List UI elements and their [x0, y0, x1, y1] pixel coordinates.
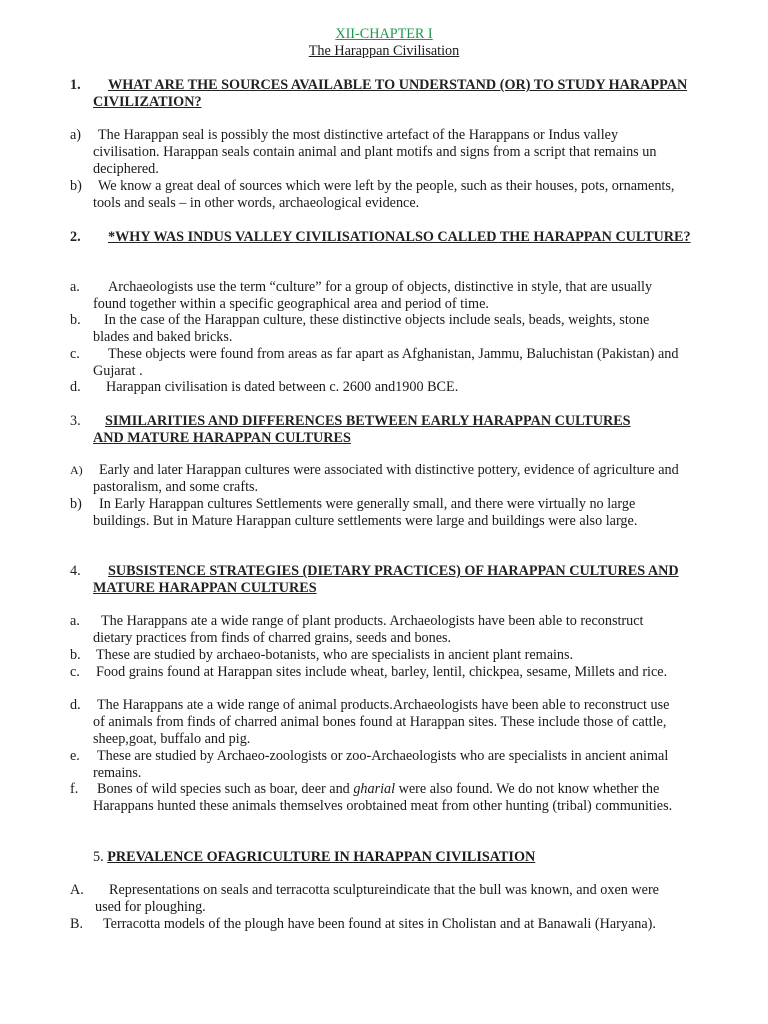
item-text-part: Bones of wild species such as boar, deer and — [97, 781, 354, 797]
item-label: f. — [70, 781, 79, 797]
document-title: The Harappan Civilisation — [308, 43, 460, 59]
list-item — [70, 312, 680, 346]
item-text: The Harappans ate a wide range of animal products.Archaeologists have been able to reconstruct use of animals from finds of charred animal bones found at Harappan sites. These include those of cattle, sheep,goat, buffalo and pig. — [93, 697, 670, 747]
section-heading-text: PREVALENCE OFAGRICULTURE IN HARAPPAN CIVILISATION — [107, 849, 536, 865]
item-text: These are studied by Archaeo-zoologists or zoo-Archaeologists who are specialists in ancient animal remains. — [93, 748, 669, 781]
item-label: c. — [70, 346, 80, 362]
section-number: 4. — [70, 563, 81, 579]
item-text: Representations on seals and terracotta sculptureindicate that the bull was known, and oxen were used for ploughing. — [95, 882, 659, 915]
section-heading-line-1: SIMILARITIES AND DIFFERENCES BETWEEN EARLY HARAPPAN CULTURES — [105, 413, 631, 429]
section-number: 3. — [70, 413, 81, 429]
section-number: 2. — [70, 229, 81, 245]
item-text: Food grains found at Harappan sites include wheat, barley, lentil, chickpea, sesame, Millets and rice. — [96, 664, 668, 680]
item-text — [70, 781, 680, 815]
section-5-heading — [93, 849, 535, 866]
list-item — [70, 916, 680, 933]
list-item — [70, 882, 680, 916]
list-item — [70, 462, 680, 496]
item-text: These objects were found from areas as far apart as Afghanistan, Jammu, Baluchistan (Pakistan) and Gujarat . — [93, 346, 679, 379]
section-3-heading — [70, 413, 710, 447]
list-item — [70, 379, 680, 396]
list-item — [70, 697, 680, 747]
list-item — [70, 127, 680, 177]
item-text: These are studied by archaeo-botanists, who are specialists in ancient plant remains. — [96, 647, 574, 663]
section-4-heading — [70, 563, 710, 597]
item-label: b. — [70, 312, 81, 328]
item-label: a. — [70, 613, 80, 629]
item-label: a. — [70, 279, 80, 295]
item-label: B. — [70, 916, 84, 932]
item-label: d. — [70, 697, 81, 713]
list-item — [70, 647, 680, 664]
item-label: d. — [70, 379, 81, 395]
section-1-heading — [70, 77, 710, 111]
list-item — [70, 664, 680, 681]
list-item — [70, 748, 680, 782]
chapter-label: XII-CHAPTER I — [335, 26, 433, 42]
section-heading-text: *WHY WAS INDUS VALLEY CIVILISATIONALSO CALLED THE HARAPPAN CULTURE? — [108, 229, 691, 245]
list-item — [70, 613, 680, 647]
list-item — [70, 496, 680, 530]
item-label: A) — [70, 463, 83, 477]
list-item — [70, 279, 680, 313]
item-label: c. — [70, 664, 80, 680]
item-text-part: were also found. We do not know whether the Harappans hunted these animals themselves orobtained meat from other hunting (tribal) communities. — [93, 781, 673, 814]
item-text: Archaeologists use the term “culture” for a group of objects, distinctive in style, that are usually found together within a specific geographical area and period of time. — [93, 279, 653, 312]
item-text: We know a great deal of sources which were left by the people, such as their houses, pots, ornaments, tools and seals – in other words, archaeological evidence. — [93, 178, 675, 211]
section-heading-text: SUBSISTENCE STRATEGIES (DIETARY PRACTICES) OF HARAPPAN CULTURES AND MATURE HARAPPAN CULTURES — [93, 563, 679, 596]
item-text: Early and later Harappan cultures were associated with distinctive pottery, evidence of agriculture and pastoralism, and some crafts. — [93, 462, 679, 495]
item-label: b. — [70, 647, 81, 663]
list-item — [70, 346, 680, 380]
section-number: 5. — [93, 849, 104, 865]
item-text: The Harappans ate a wide range of plant products. Archaeologists have been able to reconstruct dietary practices from finds of charred grains, seeds and bones. — [93, 613, 644, 646]
item-text: The Harappan seal is possibly the most distinctive artefact of the Harappans or Indus valley civilisation. Harappan seals contain animal and plant motifs and signs from a script that remains un deciphered. — [93, 127, 657, 177]
item-text: Harappan civilisation is dated between c. 2600 and1900 BCE. — [106, 379, 459, 395]
list-item — [70, 178, 680, 212]
item-label: b) — [70, 178, 82, 194]
item-text: In the case of the Harappan culture, these distinctive objects include seals, beads, weights, stone blades and baked bricks. — [93, 312, 650, 345]
section-heading-line-2: AND MATURE HARAPPAN CULTURES — [93, 429, 351, 446]
item-label: b) — [70, 496, 82, 512]
section-number: 1. — [70, 77, 81, 93]
item-text-italic: gharial — [353, 781, 396, 797]
item-label: a) — [70, 127, 82, 143]
section-heading-text: WHAT ARE THE SOURCES AVAILABLE TO UNDERSTAND (OR) TO STUDY HARAPPAN CIVILIZATION? — [93, 77, 688, 110]
section-2-heading — [70, 229, 710, 246]
item-text: In Early Harappan cultures Settlements were generally small, and there were virtually no large buildings. But in Mature Harappan culture settlements were large and buildings were also large. — [93, 496, 638, 529]
item-label: A. — [70, 882, 84, 898]
item-label: e. — [70, 748, 80, 764]
list-item — [70, 781, 680, 815]
item-text: Terracotta models of the plough have been found at sites in Cholistan and at Banawali (Haryana). — [103, 916, 656, 932]
